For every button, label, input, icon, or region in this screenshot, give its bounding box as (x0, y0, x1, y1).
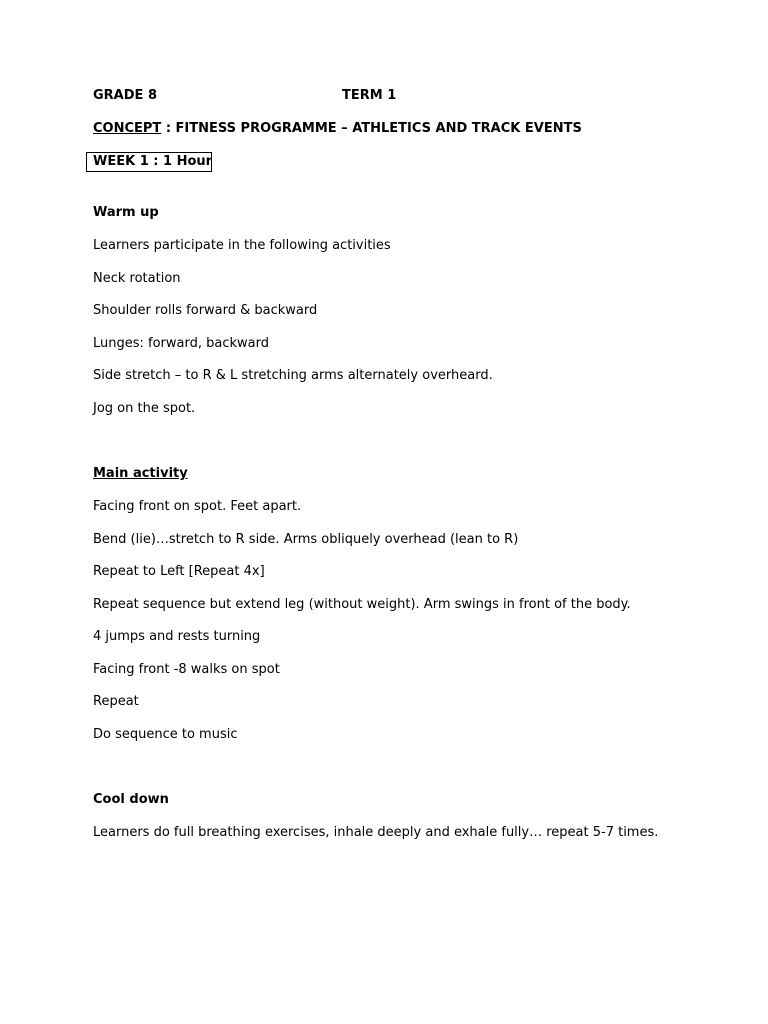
grade-label: GRADE 8 (93, 88, 157, 103)
concept-text: : FITNESS PROGRAMME – ATHLETICS AND TRACK EVENTS (161, 121, 582, 136)
main-activity-item: Do sequence to music (93, 727, 238, 742)
term-label: TERM 1 (342, 88, 397, 103)
main-activity-heading: Main activity (93, 466, 188, 481)
main-activity-item: 4 jumps and rests turning (93, 629, 261, 644)
main-activity-item: Bend (lie)…stretch to R side. Arms obliquely overhead (lean to R) (93, 532, 519, 547)
warm-up-item: Side stretch – to R & L stretching arms alternately overheard. (93, 368, 493, 383)
week-label: WEEK 1 : 1 Hour (93, 154, 213, 169)
main-activity-item: Repeat sequence but extend leg (without weight). Arm swings in front of the body. (93, 597, 631, 612)
main-activity-item: Repeat to Left [Repeat 4x] (93, 564, 265, 579)
warm-up-item: Neck rotation (93, 271, 181, 286)
warm-up-item: Shoulder rolls forward & backward (93, 303, 318, 318)
concept-line (93, 121, 582, 137)
cool-down-item: Learners do full breathing exercises, inhale deeply and exhale fully… repeat 5-7 times. (93, 825, 659, 840)
warm-up-item: Lunges: forward, backward (93, 336, 269, 351)
main-activity-item: Facing front on spot. Feet apart. (93, 499, 302, 514)
concept-label: CONCEPT (93, 121, 162, 136)
main-activity-item: Repeat (93, 694, 139, 709)
cool-down-heading: Cool down (93, 792, 169, 807)
warm-up-item: Learners participate in the following activities (93, 238, 391, 253)
warm-up-item: Jog on the spot. (93, 401, 196, 416)
warm-up-heading: Warm up (93, 205, 159, 220)
main-activity-item: Facing front -8 walks on spot (93, 662, 280, 677)
